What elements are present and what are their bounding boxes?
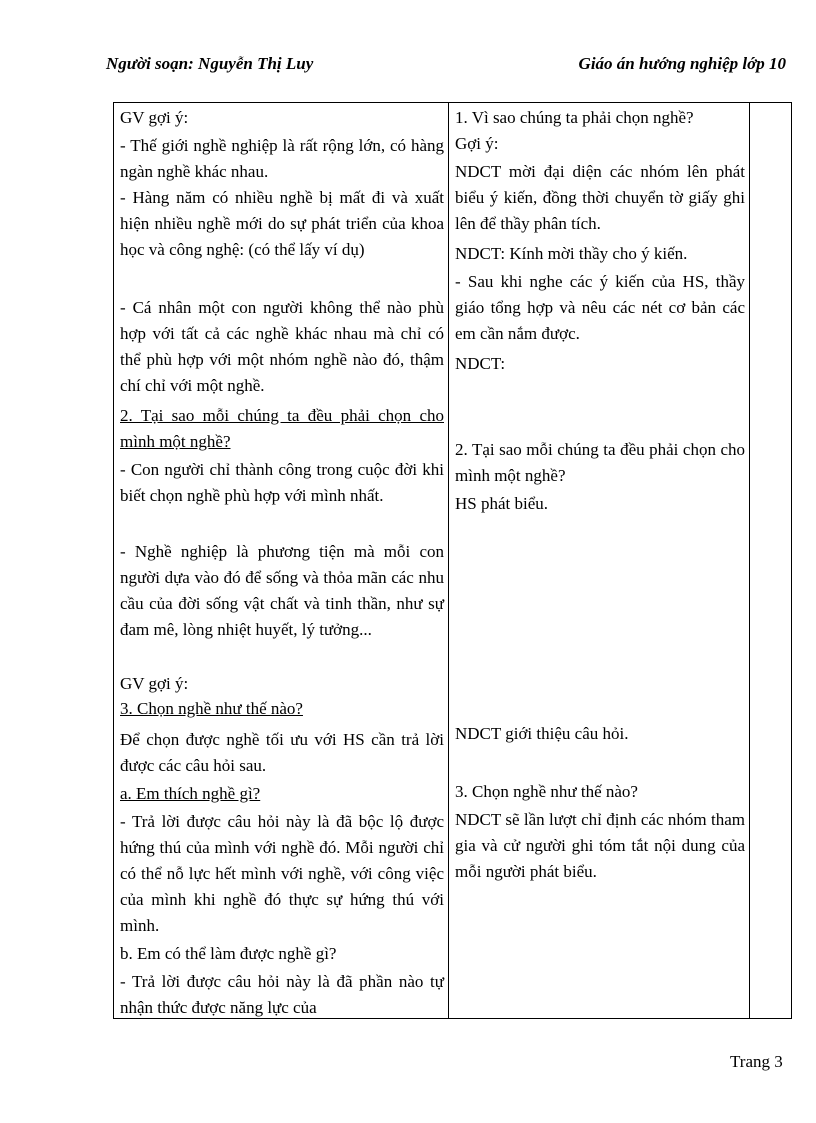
page-header [106, 50, 786, 80]
gv-hint-label: GV gợi ý: [120, 108, 189, 127]
paragraph-career-means: - Nghề nghiệp là phương tiện mà mỗi con người dựa vào đó để sống và thỏa mãn các nhu cầu của đời sống vật chất và tinh thần, như sự đam mê, lòng nhiệt huyết, lý tưởng... [120, 542, 444, 639]
heading-how-choose: 3. Chọn nghề như thế nào? [120, 699, 303, 718]
activity-students-speak: HS phát biểu. [455, 494, 549, 513]
hint-label: Gợi ý: [455, 134, 499, 153]
question-3: 3. Chọn nghề như thế nào? [455, 782, 638, 801]
question-2: 2. Tại sao mỗi chúng ta đều phải chọn cho mình một nghề? [455, 440, 745, 485]
paragraph-success: - Con người chỉ thành công trong cuộc đời khi biết chọn nghề phù hợp với mình nhất. [120, 460, 444, 505]
paragraph-jobs-change: - Hàng năm có nhiều nghề bị mất đi và xuất hiện nhiều nghề mới do sự phát triển của khoa học và công nghệ: (có thể lấy ví dụ) [120, 188, 444, 259]
heading-what-can-do: b. Em có thể làm được nghề gì? [120, 944, 337, 963]
activity-column [449, 103, 750, 1018]
question-1: 1. Vì sao chúng ta phải chọn nghề? [455, 108, 694, 127]
paragraph-optimal-career: Để chọn được nghề tối ưu với HS cần trả lời được các câu hỏi sau. [120, 730, 444, 775]
paragraph-individual-fit: - Cá nhân một con người không thể nào phù hợp với tất cả các nghề khác nhau mà chỉ có thể phù hợp với một nhóm nghề nào đó, thậm chí chỉ với một nghề. [120, 298, 444, 395]
heading-what-like: a. Em thích nghề gì? [120, 784, 261, 803]
teacher-content-column [114, 103, 449, 1018]
heading-why-choose: 2. Tại sao mỗi chúng ta đều phải chọn cho mình một nghề? [120, 406, 444, 451]
activity-assign-groups: NDCT sẽ lần lượt chỉ định các nhóm tham gia và cử người ghi tóm tắt nội dung của mỗi người phát biểu. [455, 810, 745, 881]
paragraph-career-world: - Thế giới nghề nghiệp là rất rộng lớn, có hàng ngàn nghề khác nhau. [120, 136, 444, 181]
paragraph-ability: - Trả lời được câu hỏi này là đã phần nào tự nhận thức được năng lực của [120, 972, 444, 1017]
paragraph-interest: - Trả lời được câu hỏi này là đã bộc lộ được hứng thú của mình với nghề đó. Mỗi người chỉ có thể nỗ lực hết mình với nghề, với công việc của mình khi nghề đó thực sự hứng thú với mình. [120, 812, 444, 935]
page-number: Trang 3 [730, 1052, 783, 1071]
activity-teacher-summary: - Sau khi nghe các ý kiến của HS, thầy giáo tổng hợp và nêu các nét cơ bản các em cần nắm được. [455, 272, 745, 343]
activity-ask-teacher: NDCT: Kính mời thầy cho ý kiến. [455, 244, 688, 263]
gv-hint-label-2: GV gợi ý: [120, 674, 189, 693]
activity-invite-groups: NDCT mời đại diện các nhóm lên phát biểu ý kiến, đồng thời chuyển tờ giấy ghi lên để thầy phân tích. [455, 162, 745, 233]
author-label: Người soạn: Nguyễn Thị Luy [106, 54, 314, 73]
activity-introduce-question: NDCT giới thiệu câu hỏi. [455, 724, 629, 743]
notes-column [750, 103, 791, 1018]
lesson-table [113, 102, 792, 1019]
document-title: Giáo án hướng nghiệp lớp 10 [578, 54, 786, 73]
activity-ndct-label: NDCT: [455, 354, 506, 373]
